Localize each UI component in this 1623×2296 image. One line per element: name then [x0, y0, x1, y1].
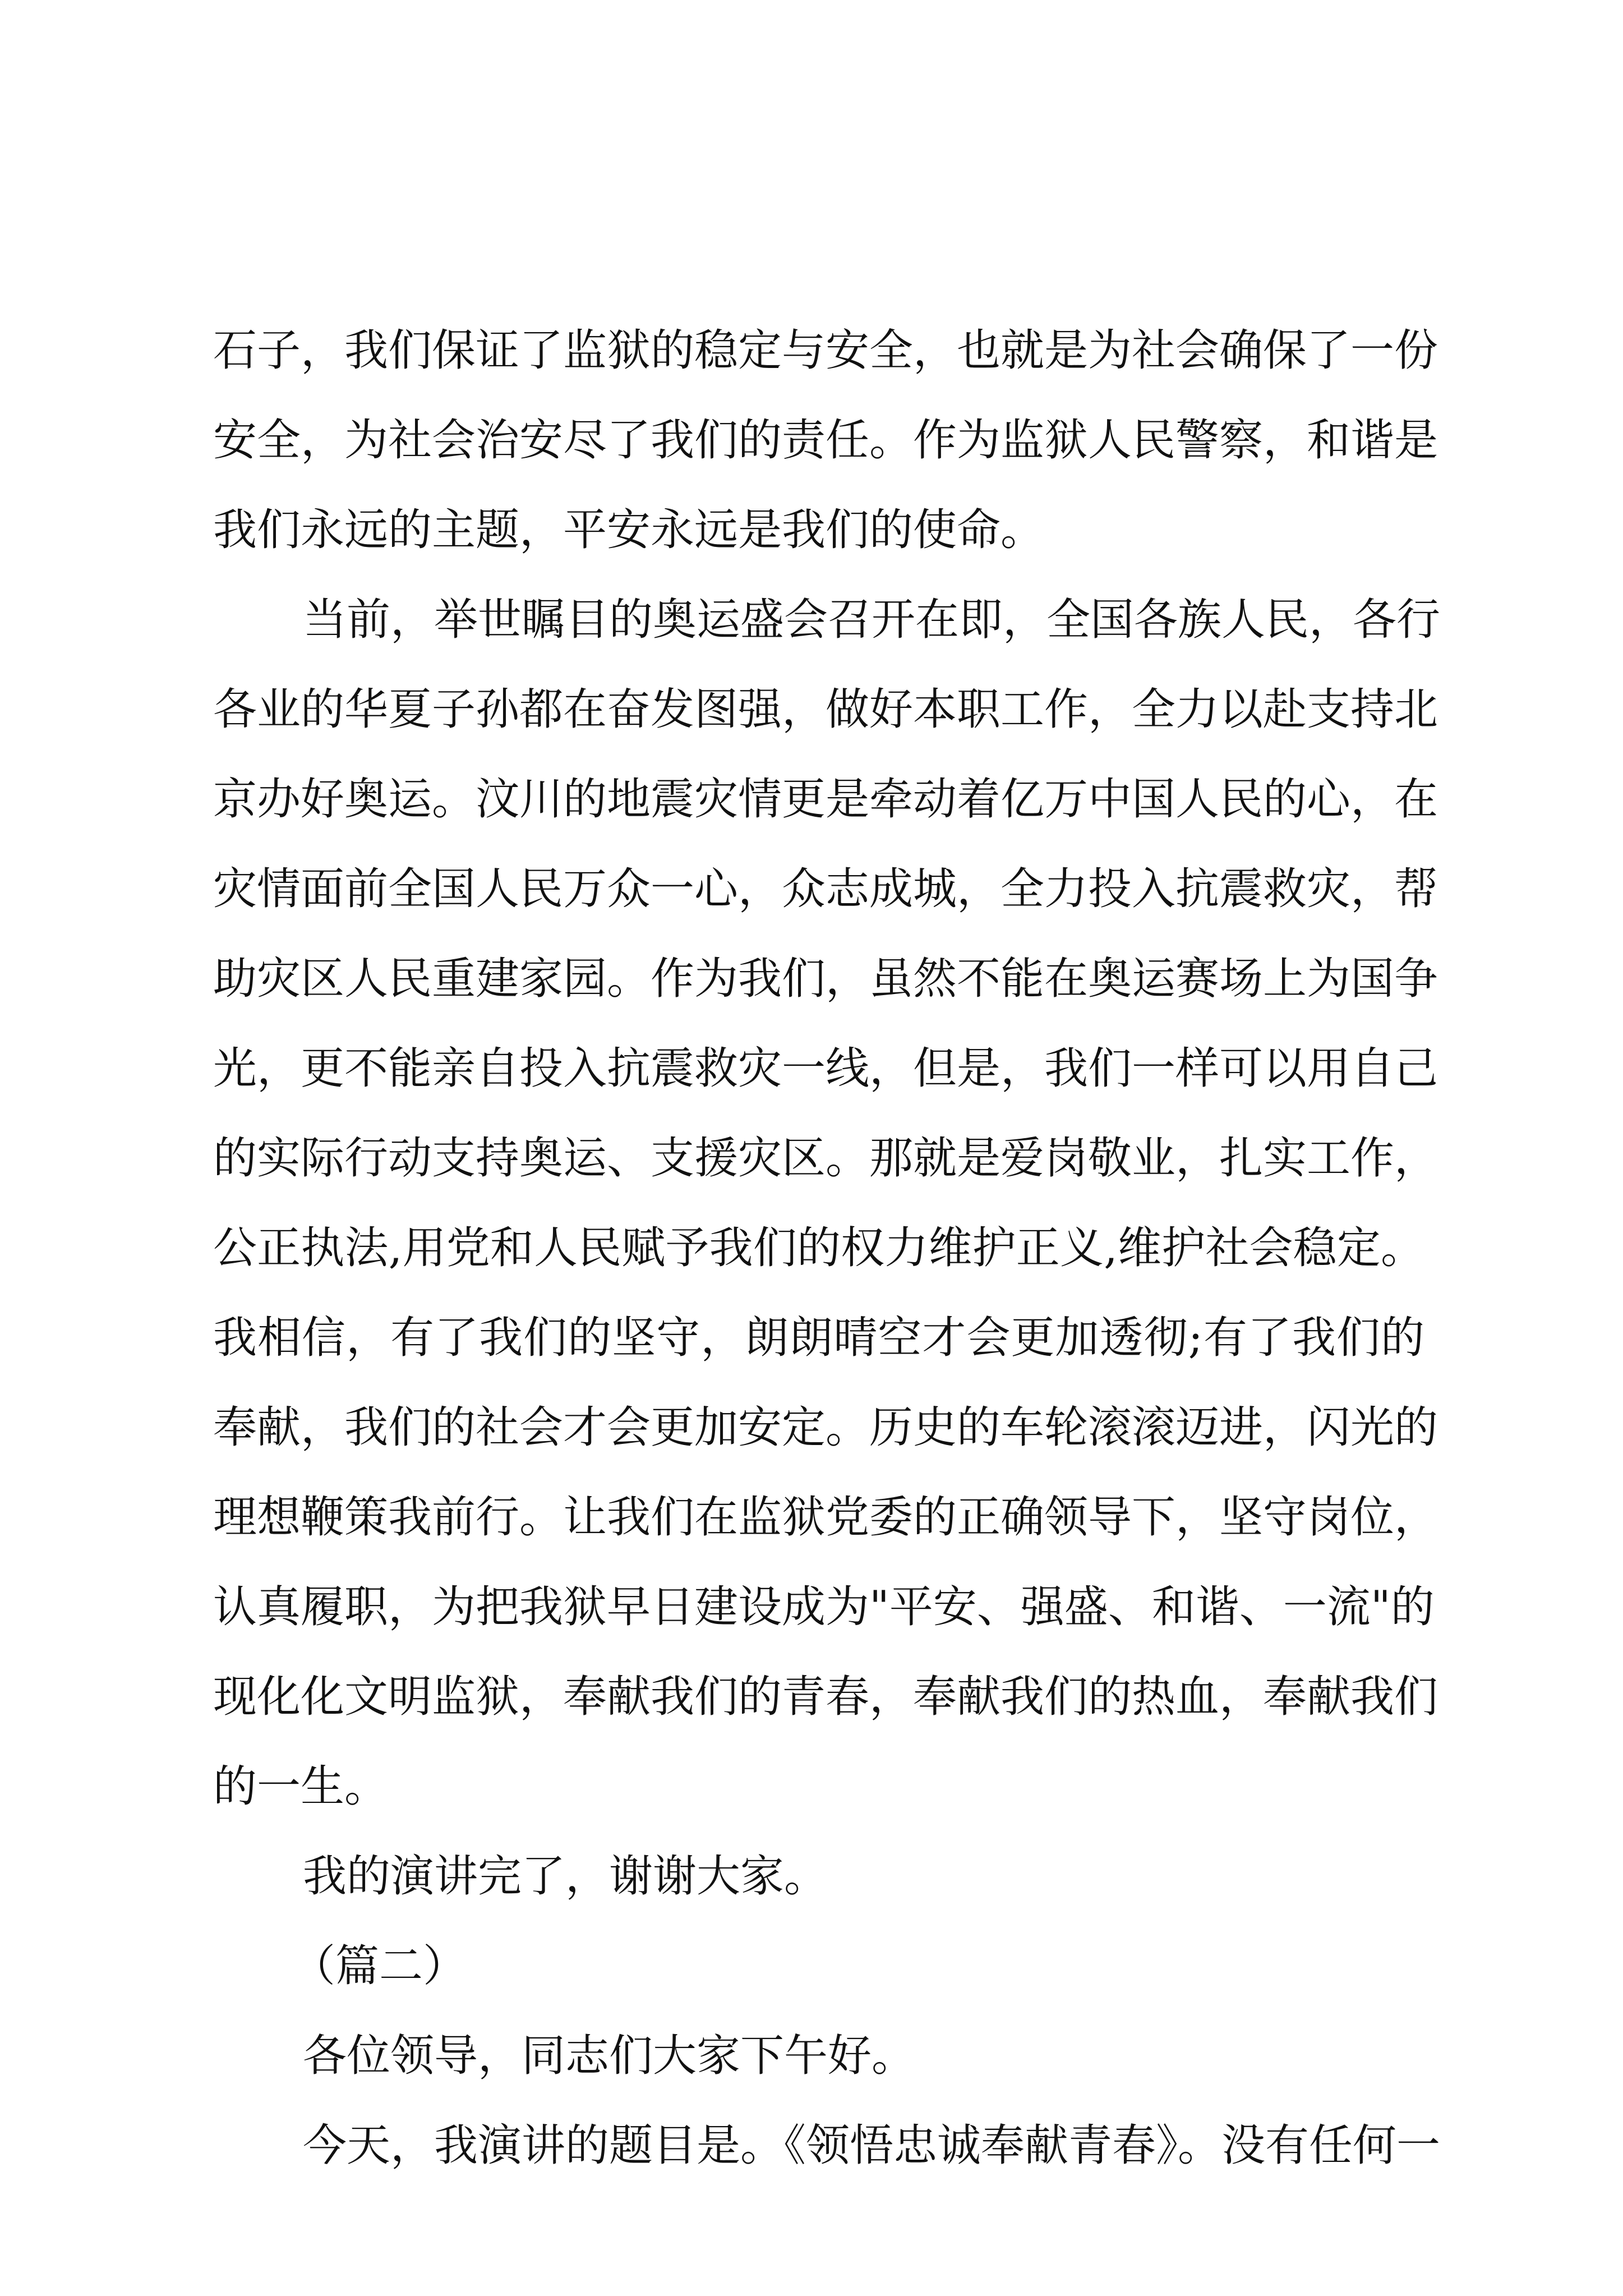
paragraph-line: 今天，我演讲的题目是。《领悟忠诚奉献青春》。没有任何一 [303, 2120, 1441, 2171]
paragraph-line: 公正执法,用党和人民赋予我们的权力维护正义,维护社会稳定。 [213, 1223, 1424, 1273]
paragraph-line: 安全，为社会治安尽了我们的责任。作为监狱人民警察，和谐是 [213, 415, 1438, 466]
paragraph-line: 理想鞭策我前行。让我们在监狱党委的正确领导下，坚守岗位， [213, 1492, 1438, 1543]
paragraph-line: 助灾区人民重建家园。作为我们，虽然不能在奥运赛场上为国争 [213, 954, 1438, 1004]
paragraph-line: 各业的华夏子孙都在奋发图强，做好本职工作，全力以赴支持北 [213, 684, 1438, 735]
paragraph-line: 的实际行动支持奥运、支援灾区。那就是爱岗敬业，扎实工作， [213, 1133, 1438, 1184]
paragraph-line: 我相信，有了我们的坚守，朗朗晴空才会更加透彻;有了我们的 [213, 1313, 1424, 1363]
paragraph-line: 京办好奥运。汶川的地震灾情更是牵动着亿万中国人民的心，在 [213, 774, 1438, 825]
paragraph-line: 认真履职，为把我狱早日建设成为"平安、强盛、和谐、一流"的 [213, 1582, 1435, 1632]
paragraph-line: 各位领导，同志们大家下午好。 [303, 2031, 916, 2081]
paragraph-line: 奉献，我们的社会才会更加安定。历史的车轮滚滚迈进，闪光的 [213, 1402, 1438, 1453]
paragraph-line: 的一生。 [213, 1761, 389, 1812]
paragraph-line: 当前，举世瞩目的奥运盛会召开在即，全国各族人民，各行 [303, 595, 1441, 645]
paragraph-line: 灾情面前全国人民万众一心，众志成城，全力投入抗震救灾，帮 [213, 864, 1438, 914]
paragraph-line: 现化化文明监狱，奉献我们的青春，奉献我们的热血，奉献我们 [213, 1672, 1438, 1722]
paragraph-line: 光，更不能亲自投入抗震救灾一线，但是，我们一样可以用自己 [213, 1043, 1438, 1094]
paragraph-line: 我的演讲完了，谢谢大家。 [303, 1851, 828, 1902]
paragraph-line: 石子，我们保证了监狱的稳定与安全，也就是为社会确保了一份 [213, 325, 1438, 376]
paragraph-line: 我们永远的主题，平安永远是我们的使命。 [213, 505, 1045, 555]
section-heading: （篇二） [292, 1941, 467, 1991]
